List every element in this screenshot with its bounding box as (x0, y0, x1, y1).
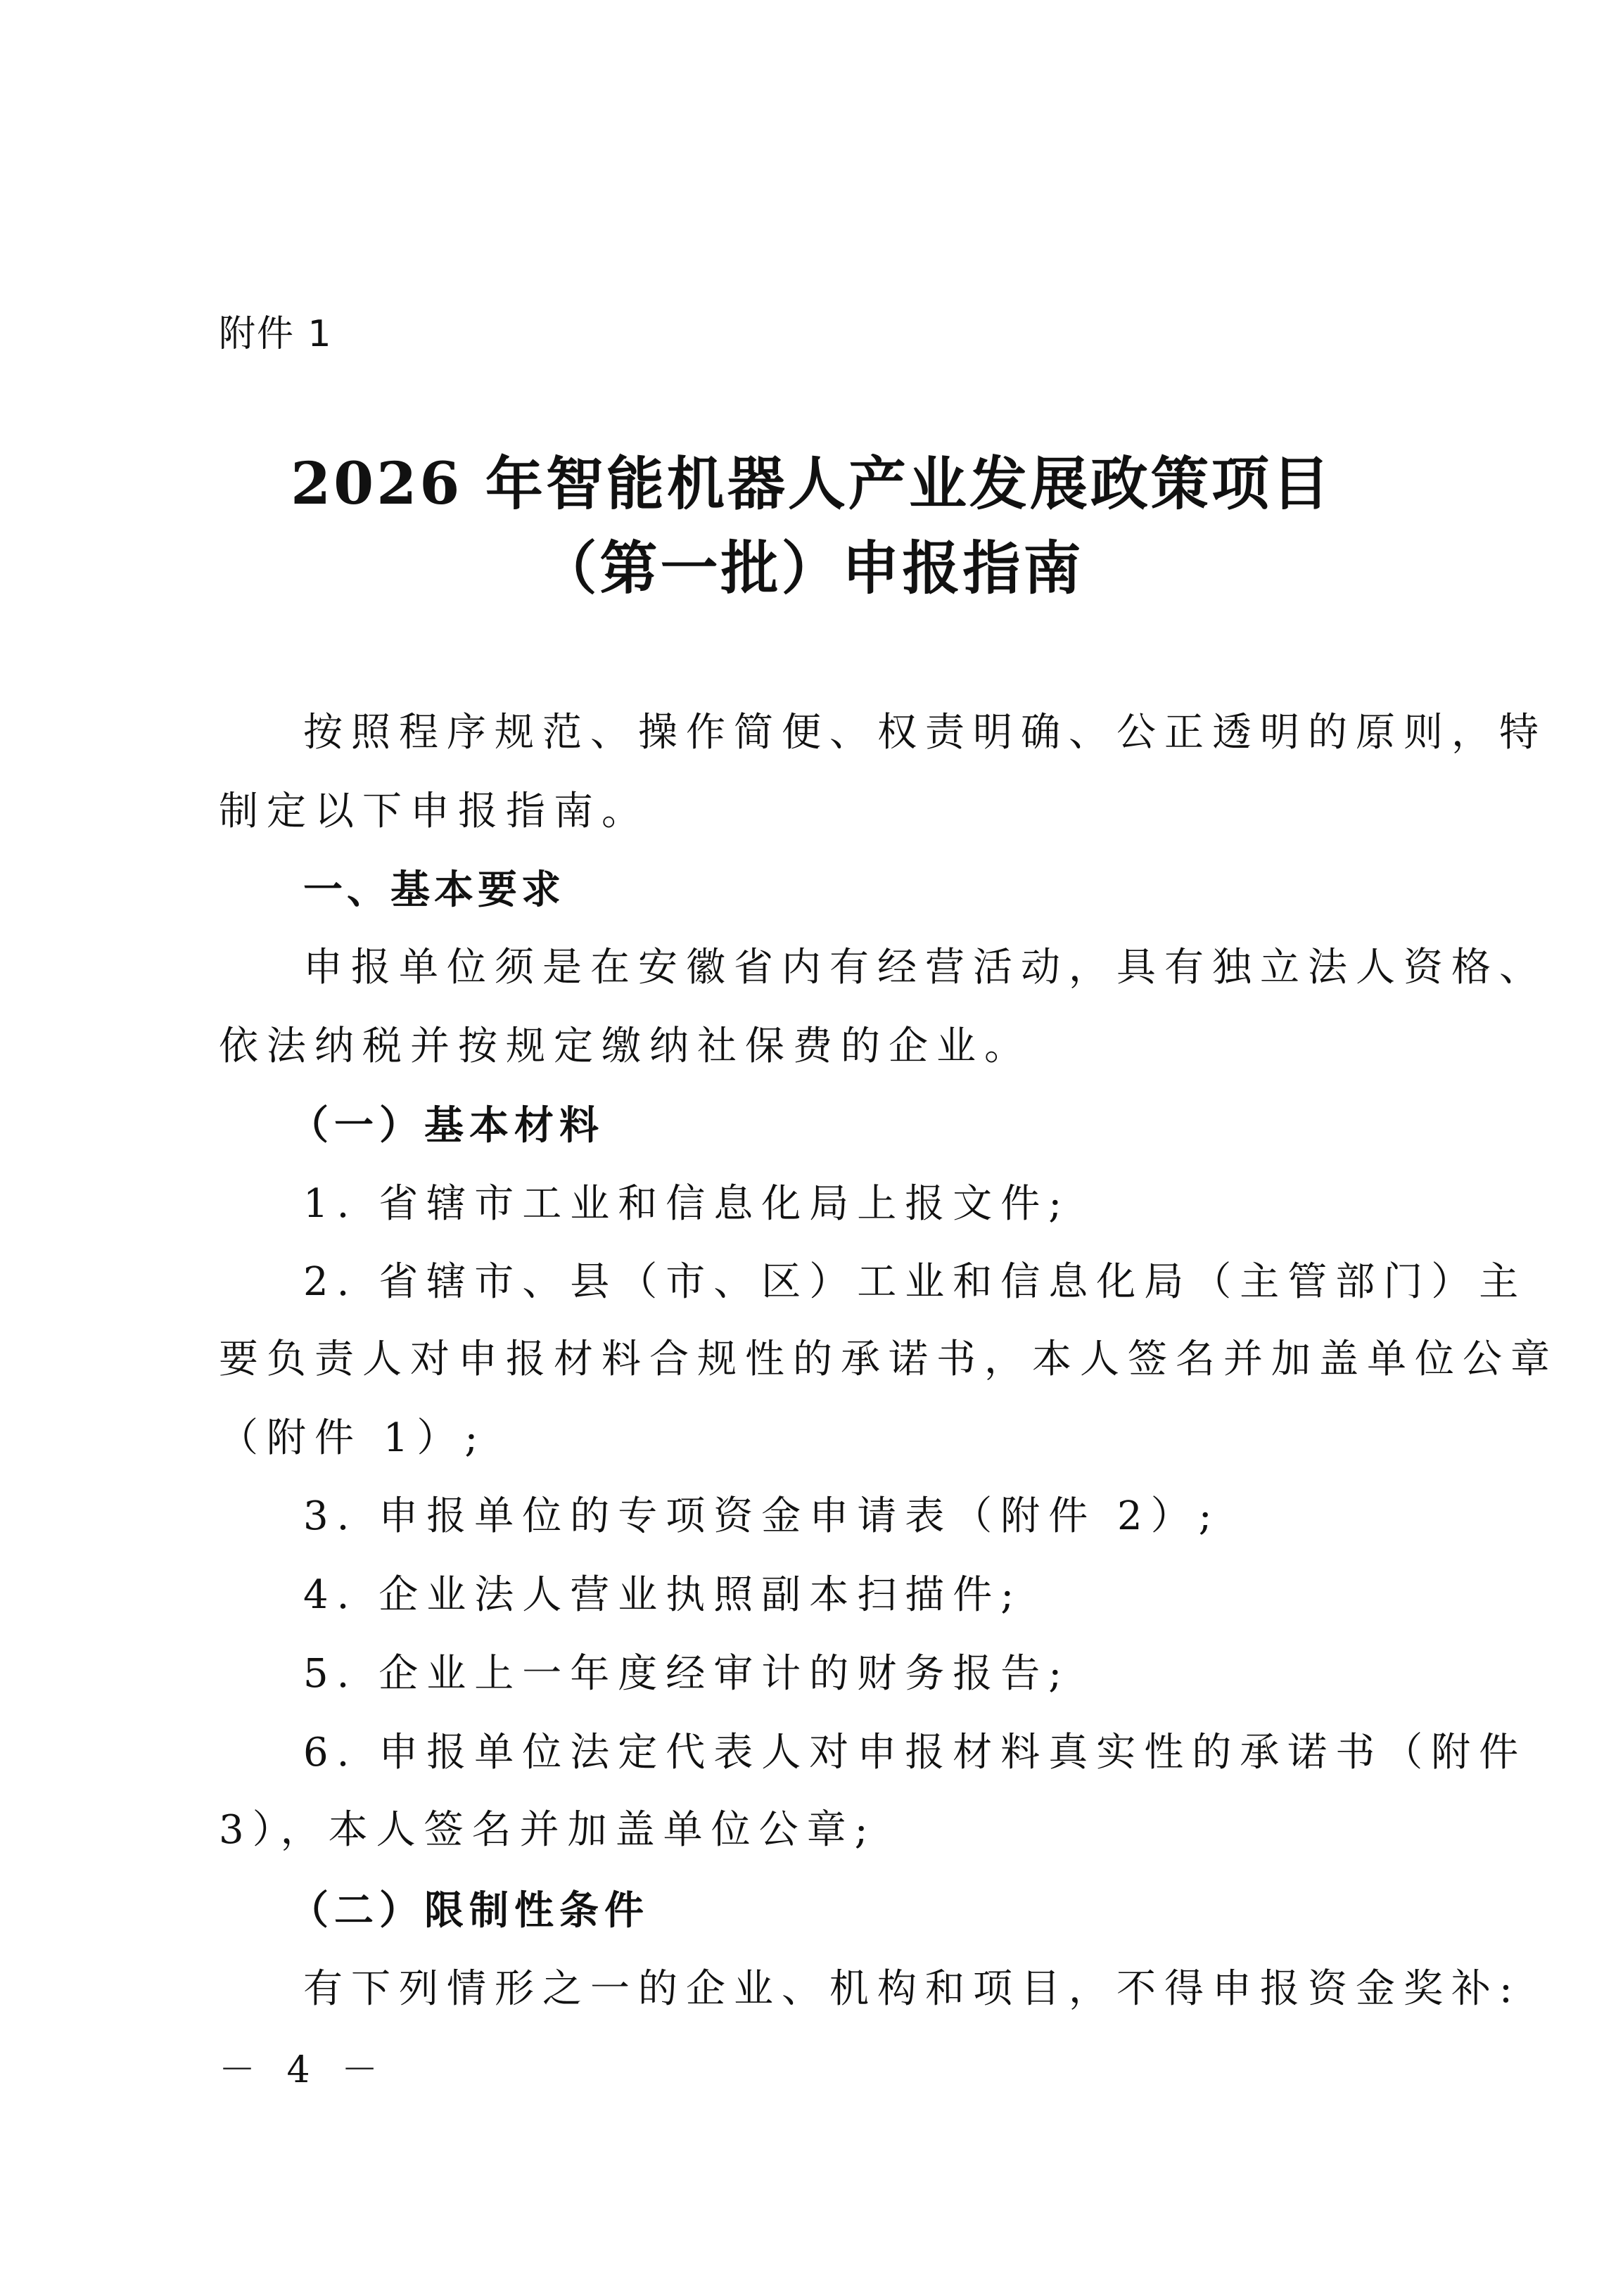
list-item: 4. 企业法人营业执照副本扫描件; (303, 1572, 1023, 1618)
document-title-line-2: （第一批）申报指南 (539, 535, 1084, 602)
subsection-heading: （二）限制性条件 (289, 1887, 649, 1934)
body-line: 依法纳税并按规定缴纳社保费的企业。 (219, 1023, 1032, 1069)
body-line: 申报单位须是在安徽省内有经营活动，具有独立法人资格、 (303, 945, 1547, 990)
body-line: 按照程序规范、操作简便、权责明确、公正透明的原则，特 (303, 710, 1547, 755)
body-line: 制定以下申报指南。 (219, 789, 649, 834)
list-item: 1. 省辖市工业和信息化局上报文件; (303, 1181, 1071, 1227)
document-title-line-1: 2026 年智能机器人产业发展政策项目 (291, 450, 1332, 518)
section-heading: 一、基本要求 (303, 867, 565, 913)
list-item: 2. 省辖市、县（市、区）工业和信息化局（主管部门）主 (303, 1259, 1527, 1305)
page-number: － 4 － (219, 2049, 388, 2091)
list-item: 5. 企业上一年度经审计的财务报告; (303, 1651, 1071, 1697)
list-item: 3. 申报单位的专项资金申请表（附件 2）; (303, 1493, 1221, 1539)
list-item-continuation: 3），本人签名并加盖单位公章; (219, 1807, 877, 1853)
body-line: 有下列情形之一的企业、机构和项目，不得申报资金奖补: (303, 1966, 1521, 2012)
list-item: 6. 申报单位法定代表人对申报材料真实性的承诺书（附件 (303, 1730, 1527, 1775)
list-item-continuation: 要负责人对申报材料合规性的承诺书，本人签名并加盖单位公章 (219, 1337, 1558, 1382)
attachment-label: 附件 1 (219, 313, 333, 355)
list-item-continuation: （附件 1）; (219, 1415, 487, 1461)
subsection-heading: （一）基本材料 (289, 1102, 604, 1149)
